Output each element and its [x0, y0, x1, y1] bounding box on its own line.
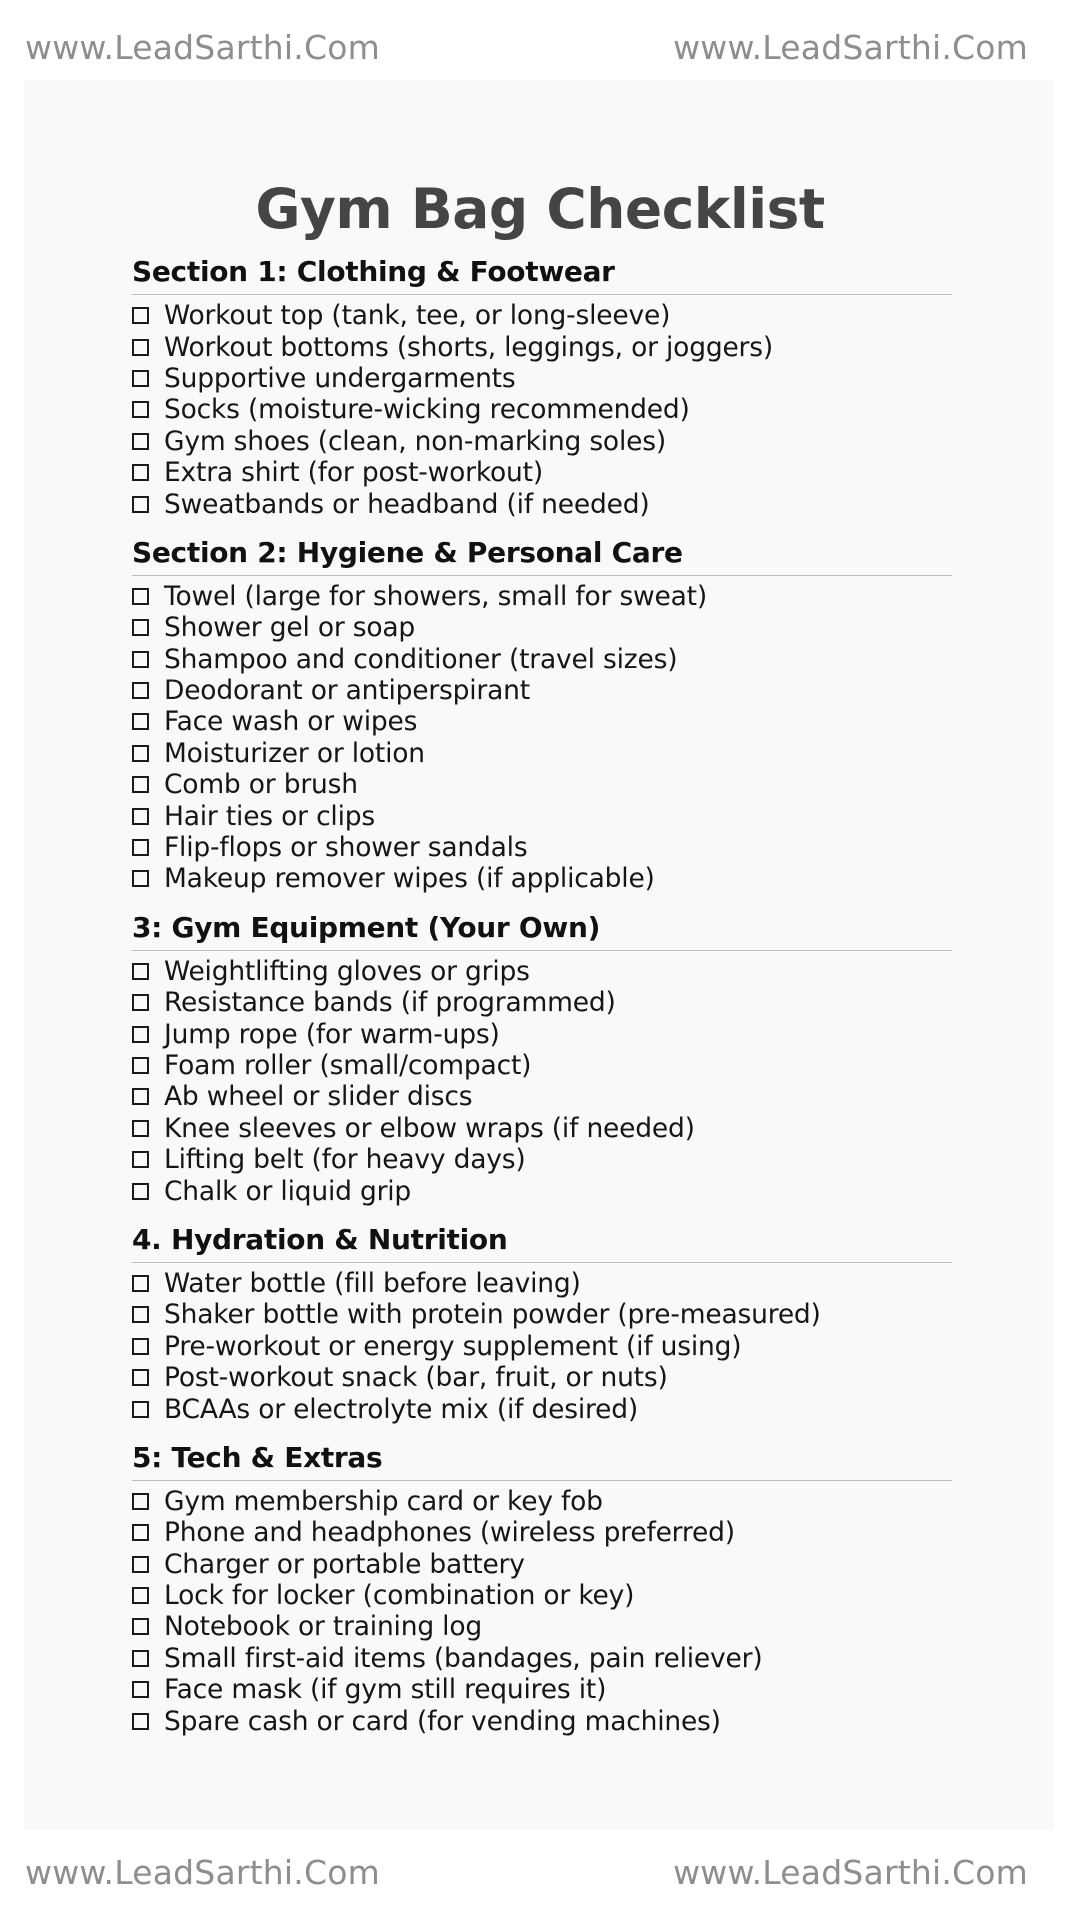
checklist-item[interactable]: [132, 800, 952, 831]
checkbox-icon[interactable]: [132, 1151, 149, 1168]
item-label: Jump rope (for warm-ups): [164, 1018, 500, 1050]
checkbox-icon[interactable]: [132, 433, 149, 450]
checklist-item[interactable]: [132, 1299, 952, 1330]
item-label: Sweatbands or headband (if needed): [164, 488, 650, 520]
checklist-items: [132, 1268, 952, 1425]
checkbox-icon[interactable]: [132, 307, 149, 324]
checklist-item[interactable]: [132, 1081, 952, 1112]
checklist-item[interactable]: [132, 1268, 952, 1299]
checklist-item[interactable]: [132, 769, 952, 800]
checklist-item[interactable]: [132, 675, 952, 706]
checkbox-icon[interactable]: [132, 870, 149, 887]
item-label: Small first-aid items (bandages, pain reliever): [164, 1642, 763, 1674]
watermark-bottom-right: www.LeadSarthi.Com: [673, 1853, 1028, 1892]
checkbox-icon[interactable]: [132, 651, 149, 668]
checklist-item[interactable]: [132, 1144, 952, 1175]
item-label: Socks (moisture-wicking recommended): [164, 394, 690, 426]
checklist-content: [132, 253, 952, 1737]
checkbox-icon[interactable]: [132, 1183, 149, 1200]
checkbox-icon[interactable]: [132, 1681, 149, 1698]
checkbox-icon[interactable]: [132, 370, 149, 387]
item-label: Gym shoes (clean, non-marking soles): [164, 425, 666, 457]
item-label: Water bottle (fill before leaving): [164, 1267, 581, 1299]
checklist-item[interactable]: [132, 457, 952, 488]
section-tech-extras: [132, 1439, 952, 1737]
item-label: Face mask (if gym still requires it): [164, 1674, 607, 1706]
section-heading: 5: Tech & Extras: [132, 1440, 383, 1474]
checklist-item[interactable]: [132, 1643, 952, 1674]
item-label: Lifting belt (for heavy days): [164, 1144, 526, 1176]
item-label: Flip-flops or shower sandals: [164, 832, 528, 864]
item-label: Workout top (tank, tee, or long-sleeve): [164, 300, 671, 332]
checklist-item[interactable]: [132, 1674, 952, 1705]
item-label: Workout bottoms (shorts, leggings, or joggers): [164, 331, 773, 363]
checklist-item[interactable]: [132, 1113, 952, 1144]
checklist-item[interactable]: [132, 1611, 952, 1642]
watermark-top-left: www.LeadSarthi.Com: [25, 28, 380, 67]
item-label: Phone and headphones (wireless preferred): [164, 1517, 735, 1549]
checklist-item[interactable]: [132, 300, 952, 331]
checklist-items: [132, 581, 952, 895]
checkbox-icon[interactable]: [132, 808, 149, 825]
checklist-item[interactable]: [132, 1580, 952, 1611]
item-label: Extra shirt (for post-workout): [164, 457, 543, 489]
checkbox-icon[interactable]: [132, 994, 149, 1011]
item-label: Ab wheel or slider discs: [164, 1081, 473, 1113]
checklist-item[interactable]: [132, 1517, 952, 1548]
checkbox-icon[interactable]: [132, 464, 149, 481]
checkbox-icon[interactable]: [132, 963, 149, 980]
checklist-items: [132, 956, 952, 1207]
checklist-item[interactable]: [132, 1549, 952, 1580]
checkbox-icon[interactable]: [132, 1713, 149, 1730]
checklist-item[interactable]: [132, 488, 952, 519]
checkbox-icon[interactable]: [132, 839, 149, 856]
section-heading: 3: Gym Equipment (Your Own): [132, 910, 601, 944]
watermark-bottom-left: www.LeadSarthi.Com: [25, 1853, 380, 1892]
item-label: Shower gel or soap: [164, 612, 416, 644]
checkbox-icon[interactable]: [132, 1618, 149, 1635]
item-label: Knee sleeves or elbow wraps (if needed): [164, 1112, 695, 1144]
section-divider: [132, 1480, 952, 1481]
checkbox-icon[interactable]: [132, 1556, 149, 1573]
checkbox-icon[interactable]: [132, 1057, 149, 1074]
section-hydration-nutrition: [132, 1221, 952, 1425]
checklist-item[interactable]: [132, 987, 952, 1018]
checklist-item[interactable]: [132, 1393, 952, 1424]
checklist-item[interactable]: [132, 1175, 952, 1206]
item-label: Comb or brush: [164, 769, 358, 801]
item-label: Shampoo and conditioner (travel sizes): [164, 643, 678, 675]
checklist-item[interactable]: [132, 863, 952, 894]
checkbox-icon[interactable]: [132, 1306, 149, 1323]
section-heading: Section 2: Hygiene & Personal Care: [132, 535, 683, 569]
checkbox-icon[interactable]: [132, 1120, 149, 1137]
item-label: Foam roller (small/compact): [164, 1050, 532, 1081]
section-clothing-footwear: [132, 253, 952, 520]
checklist-item[interactable]: [132, 956, 952, 987]
checklist-item[interactable]: [132, 1705, 952, 1736]
section-gym-equipment: [132, 909, 952, 1207]
checkbox-icon[interactable]: [132, 619, 149, 636]
checklist-item[interactable]: [132, 1331, 952, 1362]
checkbox-icon[interactable]: [132, 339, 149, 356]
item-label: Resistance bands (if programmed): [164, 987, 616, 1019]
checkbox-icon[interactable]: [132, 496, 149, 513]
item-label: Spare cash or card (for vending machines): [164, 1705, 721, 1737]
section-heading: Section 1: Clothing & Footwear: [132, 255, 615, 288]
checkbox-icon[interactable]: [132, 1650, 149, 1667]
item-label: Supportive undergarments: [164, 362, 516, 394]
checklist-item[interactable]: [132, 581, 952, 612]
checkbox-icon[interactable]: [132, 1524, 149, 1541]
checklist-item[interactable]: [132, 394, 952, 425]
item-label: Notebook or training log: [164, 1611, 482, 1643]
checklist-items: [132, 300, 952, 520]
checkbox-icon[interactable]: [132, 588, 149, 605]
checklist-item[interactable]: [132, 1486, 952, 1517]
section-divider: [132, 294, 952, 295]
checklist-item[interactable]: [132, 644, 952, 675]
item-label: Face wash or wipes: [164, 706, 418, 738]
item-label: Makeup remover wipes (if applicable): [164, 863, 655, 895]
checklist-item[interactable]: [132, 612, 952, 643]
checklist-item[interactable]: [132, 331, 952, 362]
checklist-item[interactable]: [132, 1362, 952, 1393]
item-label: BCAAs or electrolyte mix (if desired): [164, 1393, 638, 1425]
section-heading: 4. Hydration & Nutrition: [132, 1222, 508, 1256]
checklist-item[interactable]: [132, 1018, 952, 1049]
item-label: Moisturizer or lotion: [164, 737, 425, 769]
checkbox-icon[interactable]: [132, 713, 149, 730]
checkbox-icon[interactable]: [132, 776, 149, 793]
item-label: Lock for locker (combination or key): [164, 1580, 635, 1612]
checklist-item[interactable]: [132, 1050, 952, 1081]
checkbox-icon[interactable]: [132, 1026, 149, 1043]
checkbox-icon[interactable]: [132, 1275, 149, 1292]
section-divider: [132, 1262, 952, 1263]
checklist-items: [132, 1486, 952, 1737]
watermark-top-right: www.LeadSarthi.Com: [673, 28, 1028, 67]
checkbox-icon[interactable]: [132, 1401, 149, 1418]
item-label: Post-workout snack (bar, fruit, or nuts): [164, 1362, 668, 1394]
section-divider: [132, 950, 952, 951]
checklist-item[interactable]: [132, 738, 952, 769]
item-label: Hair ties or clips: [164, 800, 375, 832]
checklist-item[interactable]: [132, 363, 952, 394]
item-label: Deodorant or antiperspirant: [164, 675, 530, 707]
item-label: Chalk or liquid grip: [164, 1175, 412, 1207]
item-label: Gym membership card or key fob: [164, 1485, 603, 1517]
section-divider: [132, 575, 952, 576]
checkbox-icon[interactable]: [132, 682, 149, 699]
checkbox-icon[interactable]: [132, 1369, 149, 1386]
item-label: Towel (large for showers, small for sweat): [164, 580, 708, 612]
checkbox-icon[interactable]: [132, 1587, 149, 1604]
item-label: Weightlifting gloves or grips: [164, 955, 530, 987]
checkbox-icon[interactable]: [132, 1493, 149, 1510]
checklist-item[interactable]: [132, 426, 952, 457]
item-label: Pre-workout or energy supplement (if using): [164, 1330, 742, 1362]
checkbox-icon[interactable]: [132, 401, 149, 418]
checkbox-icon[interactable]: [132, 1338, 149, 1355]
item-label: Charger or portable battery: [164, 1548, 525, 1580]
checklist-item[interactable]: [132, 832, 952, 863]
checkbox-icon[interactable]: [132, 1088, 149, 1105]
item-label: Shaker bottle with protein powder (pre-measured): [164, 1299, 821, 1331]
checklist-item[interactable]: [132, 706, 952, 737]
page-title: Gym Bag Checklist: [255, 176, 825, 241]
section-hygiene-personal-care: [132, 534, 952, 895]
checkbox-icon[interactable]: [132, 745, 149, 762]
